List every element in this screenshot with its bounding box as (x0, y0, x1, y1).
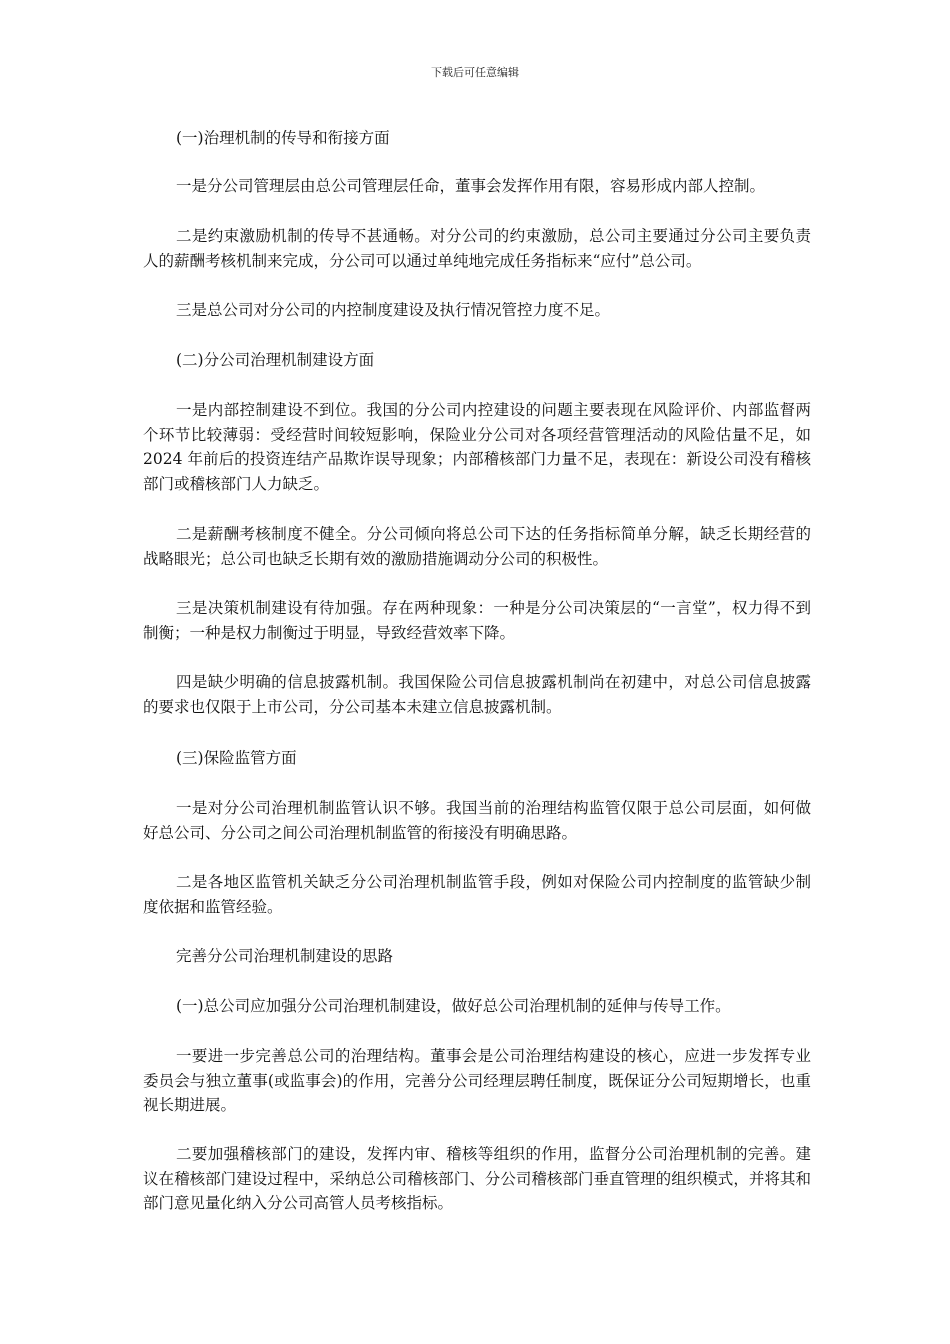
paragraph: 四是缺少明确的信息披露机制。我国保险公司信息披露机制尚在初建中，对总公司信息披露的要求也仅限于上市公司，分公司基本未建立信息披露机制。 (143, 673, 811, 716)
paragraph: 三是决策机制建设有待加强。存在两种现象：一种是分公司决策层的“一言堂”，权力得不到制衡；一种是权力制衡过于明显，导致经营效率下降。 (143, 599, 811, 642)
paragraph: 二是薪酬考核制度不健全。分公司倾向将总公司下达的任务指标简单分解，缺乏长期经营的战略眼光；总公司也缺乏长期有效的激励措施调动分公司的积极性。 (143, 525, 811, 568)
paragraph: 二是各地区监管机关缺乏分公司治理机制监管手段，例如对保险公司内控制度的监管缺少制度依据和监管经验。 (143, 873, 811, 916)
paragraph: 二要加强稽核部门的建设，发挥内审、稽核等组织的作用，监督分公司治理机制的完善。建议在稽核部门建设过程中，采纳总公司稽核部门、分公司稽核部门垂直管理的组织模式，并将其和部门意见量化纳入分公司高管人员考核指标。 (143, 1145, 811, 1212)
section-title: 完善分公司治理机制建设的思路 (176, 947, 394, 965)
paragraph: 二是约束激励机制的传导不甚通畅。对分公司的约束激励，总公司主要通过分公司主要负责人的薪酬考核机制来完成，分公司可以通过单纯地完成任务指标来“应付”总公司。 (143, 227, 811, 270)
paragraph: 一是对分公司治理机制监管认识不够。我国当前的治理结构监管仅限于总公司层面，如何做好总公司、分公司之间公司治理机制监管的衔接没有明确思路。 (143, 799, 811, 842)
page-header-note: 下载后可任意编辑 (431, 66, 519, 79)
paragraph: 一是内部控制建设不到位。我国的分公司内控建设的问题主要表现在风险评价、内部监督两个环节比较薄弱：受经营时间较短影响，保险业分公司对各项经营管理活动的风险估量不足，如 2024 年前后的投资连结产品欺诈误导现象；内部稽核部门力量不足，表现在：新设公司没有稽核部门或稽核部门人力缺乏。 (143, 401, 811, 493)
section-heading-4: (一)总公司应加强分公司治理机制建设，做好总公司治理机制的延伸与传导工作。 (176, 997, 731, 1015)
paragraph: 一是分公司管理层由总公司管理层任命，董事会发挥作用有限，容易形成内部人控制。 (176, 177, 766, 195)
paragraph: 三是总公司对分公司的内控制度建设及执行情况管控力度不足。 (176, 301, 611, 319)
paragraph: 一要进一步完善总公司的治理结构。董事会是公司治理结构建设的核心，应进一步发挥专业委员会与独立董事(或监事会)的作用，完善分公司经理层聘任制度，既保证分公司短期增长，也重视长期进展。 (143, 1047, 811, 1114)
section-heading-3: (三)保险监管方面 (176, 749, 297, 767)
section-heading-1: (一)治理机制的传导和衔接方面 (176, 129, 390, 147)
section-heading-2: (二)分公司治理机制建设方面 (176, 351, 375, 369)
